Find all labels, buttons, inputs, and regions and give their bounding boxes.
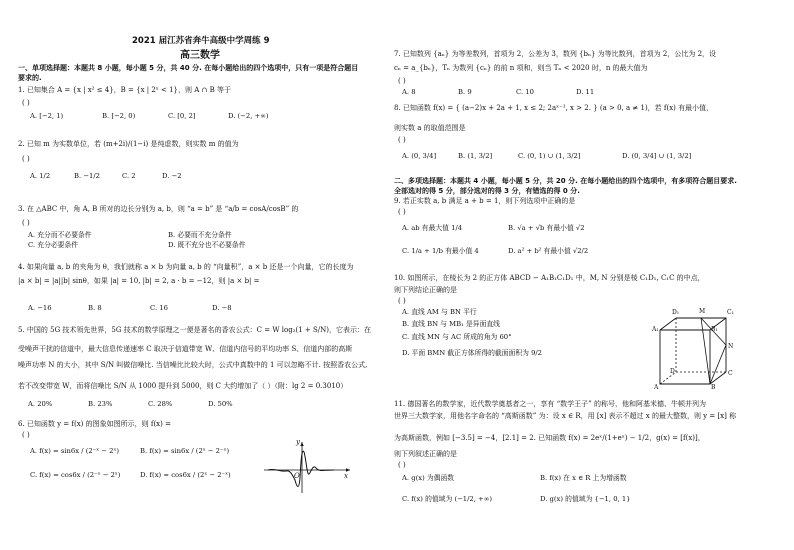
- q7-option-d: D. 11: [576, 88, 595, 96]
- exam-subtitle: 高三数学: [180, 50, 220, 61]
- cube-edge-a1d1: [660, 318, 676, 330]
- q6-blank: ( ): [22, 431, 30, 439]
- q11-stem-3: 为高斯函数，例如 [−3.5] = −4，[2.1] = 2. 已知函数 f(x) = 2eˣ/(1+eˣ) − 1/2，g(x) = [f(x)]，: [394, 434, 705, 442]
- q7-option-a: A. 8: [402, 88, 416, 96]
- q9-option-b: B. √a + √b 有最小值 √2: [508, 224, 585, 232]
- q6-curve: [268, 451, 334, 486]
- q10-option-b: B. 直线 BN 与 MB₁ 是异面直线: [402, 320, 500, 328]
- q5-stem-2: 受噪声干扰的信道中，最大信息传递速率 C 取决于信道带宽 W、信道内信号的平均功率 S、信道内部的高斯: [18, 345, 353, 353]
- q7-option-b: B. 9: [458, 88, 472, 96]
- q9-blank: ( ): [398, 208, 406, 216]
- q1-option-b: B. [−2, 0): [102, 112, 136, 120]
- q7-stem: 7. 已知数列 {aₙ} 为等差数列，首项为 2，公差为 3，数列 {bₙ} 为等比数列，首项为 2，公比为 2，设: [394, 50, 717, 58]
- q10-cube-figure: [652, 312, 732, 392]
- section2-heading-cont: 全部选对的得 5 分，部分选对的得 3 分，有错选的得 0 分.: [394, 187, 580, 195]
- q3-stem: 3. 在 △ABC 中，角 A, B 所对的边长分别为 a, b，则 “a = b” 是 “a/b = cosA/cosB” 的: [18, 205, 299, 213]
- q1-option-c: C. [0, 2]: [168, 112, 196, 120]
- q4-option-d: D. −8: [212, 304, 232, 312]
- q3-option-d: D. 既不充分也不必要条件: [168, 241, 246, 249]
- q9-option-d: D. a² + b² 有最小值 √2/2: [508, 247, 589, 255]
- q6-origin-label: O: [294, 472, 300, 480]
- cube-label-a1: A₁: [652, 326, 659, 333]
- q1-option-a: A. [−2, 1): [30, 112, 64, 120]
- q8-stem: 8. 已知函数 f(x) = { (a−2)x + 2a + 1, x ≤ 2; 2aˣ⁻¹, x > 2. } (a > 0, a ≠ 1)，若 f(x) 有最小值，: [394, 104, 714, 112]
- q11-stem-2: 世界三大数学家，用他名字命名的 “高斯函数” 为：设 x ∈ R，用 [x] 表示不超过 x 的最大整数，则 y = [x] 称: [394, 412, 737, 420]
- q4-stem-cont: |a × b| = |a||b| sinθ，如果 |a| = 10, |b| = 2, a · b = −12，则 |a × b| =: [18, 277, 260, 285]
- q11-stem-4: 则下列叙述正确的是: [394, 450, 457, 458]
- cube-label-b: B: [711, 384, 716, 391]
- q6-x-label: x: [344, 472, 348, 480]
- q3-option-c: C. 充分必要条件: [28, 241, 79, 249]
- cube-label-c1: C₁: [727, 309, 734, 316]
- q11-blank: ( ): [398, 461, 406, 469]
- exam-title: 2021 届江苏省奔牛高级中学周练 9: [132, 36, 270, 46]
- q5-option-c: C. 28%: [148, 400, 173, 408]
- q2-option-c: C. 2: [122, 172, 136, 180]
- q10-stem: 10. 如图所示，在棱长为 2 的正方体 ABCD − A₁B₁C₁D₁ 中，M, N 分别是棱 C₁D₁, C₁C 的中点，: [394, 274, 705, 282]
- q6-option-d: D. f(x) = cos6x / (2ˣ − 2⁻ˣ): [140, 471, 231, 479]
- cube-label-b1: B₁: [711, 326, 718, 333]
- q11-option-c: C. f(x) 的值域为 (−1/2, +∞): [402, 495, 493, 503]
- q10-blank: ( ): [398, 297, 406, 305]
- cube-label-n: N: [728, 343, 734, 350]
- cube-label-d: D: [670, 368, 675, 375]
- q2-option-d: D. −2: [162, 172, 182, 180]
- q2-blank: ( ): [22, 155, 30, 163]
- cube-front-face: [660, 330, 710, 384]
- q6-stem: 6. 已知函数 y = f(x) 的图象如图所示，则 f(x) =: [18, 420, 171, 428]
- q6-y-label: y: [296, 438, 300, 446]
- cube-label-a: A: [654, 384, 659, 391]
- q5-stem-4: 若不改变带宽 W，而将信噪比 S/N 从 1000 提升到 5000，则 C 大约增加了（ ）（附：lg 2 = 0.3010）: [18, 382, 348, 390]
- q11-stem: 11. 德国著名的数学家，近代数学奠基者之一，享有 “数学王子” 的称号，他和阿基米德、牛顿并列为: [394, 400, 706, 408]
- q2-option-b: B. −1/2: [74, 172, 100, 180]
- q10-option-d: D. 平面 BMN 截正方体所得的截面面积为 9/2: [402, 349, 543, 357]
- q8-option-c: C. (0, 1) ∪ (1, 3/2]: [518, 152, 581, 160]
- cube-label-m: M: [699, 308, 706, 315]
- q8-option-a: A. (0, 3/4]: [402, 152, 437, 160]
- q5-option-a: A. 20%: [28, 400, 53, 408]
- q11-option-a: A. g(x) 为偶函数: [402, 474, 455, 482]
- q8-stem-cont: 则实数 a 的取值范围是: [394, 124, 466, 132]
- q6-y-arrow: [300, 442, 303, 446]
- q10-stem-cont: 则下列结论正确的是: [394, 286, 457, 294]
- q2-stem: 2. 已知 m 为实数单位，若 (m+2i)/(1−i) 是纯虚数，则实数 m 的值为: [18, 140, 239, 148]
- q10-option-a: A. 直线 AM 与 BN 平行: [402, 308, 477, 316]
- q1-option-d: D. (−2, +∞): [228, 112, 269, 120]
- section1-heading-cont: 要求的.: [18, 74, 42, 82]
- section1-heading: 一、单项选择题：本题共 8 小题，每小题 5 分，共 40 分. 在每小题给出的四个选项中，只有一项是符合题目: [18, 64, 359, 72]
- q1-blank: ( ): [22, 99, 30, 107]
- q4-option-b: B. 8: [88, 304, 102, 312]
- q5-stem-3: 噪声功率 N 的大小，其中 S/N 叫做信噪比. 当信噪比比较大时，公式中真数中的 1 可以忽略不计. 按照香农公式,: [18, 361, 368, 369]
- q5-stem: 5. 中国的 5G 技术领先世界，5G 技术的数学原理之一便是著名的香农公式：C = W log₂(1 + S/N)，它表示：在: [18, 326, 372, 334]
- q5-option-b: B. 23%: [88, 400, 113, 408]
- q4-stem: 4. 如果向量 a, b 的夹角为 θ，我们就称 a × b 为向量 a, b 的 “向量积”，a × b 还是一个向量，它的长度为: [18, 263, 354, 271]
- q9-option-c: C. 1/a + 1/b 有最小值 4: [402, 247, 479, 255]
- q6-option-a: A. f(x) = sin6x / (2⁻ˣ − 2ˣ): [30, 447, 120, 455]
- q6-graph: [262, 438, 352, 494]
- q2-option-a: A. 1/2: [30, 172, 51, 180]
- cube-segment-mb: [701, 318, 710, 384]
- cube-label-c: C: [728, 370, 733, 377]
- cube-label-d1: D₁: [672, 309, 680, 316]
- q3-blank: ( ): [22, 219, 30, 227]
- q3-option-b: B. 必要而不充分条件: [168, 231, 232, 239]
- q6-option-b: B. f(x) = sin6x / (2ˣ − 2⁻ˣ): [140, 447, 230, 455]
- q11-option-d: D. g(x) 的值域为 {−1, 0, 1}: [540, 495, 631, 503]
- q1-stem: 1. 已知集合 A = {x | x² ≤ 4}，B = {x | 2ˣ < 1}，则 A ∩ B 等于: [18, 86, 231, 94]
- section2-heading: 二、多项选择题：本题共 4 小题，每小题 5 分，共 20 分. 在每小题给出的四个选项中，有多项符合题目要求.: [394, 177, 737, 185]
- q7-stem-cont: cₙ = a_{bₙ}，Tₙ 为数列 {cₙ} 的前 n 项和，则当 Tₙ < 2020 时，n 的最大值为: [394, 64, 648, 72]
- q8-option-b: B. (1, 3/2]: [458, 152, 493, 160]
- q8-blank: ( ): [398, 136, 406, 144]
- q11-option-b: B. f(x) 在 x ∈ R 上为增函数: [540, 474, 627, 482]
- q4-option-c: C. 16: [150, 304, 168, 312]
- q10-option-c: C. 直线 MN 与 AC 所成的角为 60°: [402, 333, 512, 341]
- q4-option-a: A. −16: [28, 304, 52, 312]
- q9-stem: 9. 若正实数 a, b 满足 a + b = 1，则下列选项中正确的是: [394, 197, 576, 205]
- q8-option-d: D. (0, 3/4] ∪ (1, 3/2]: [622, 152, 692, 160]
- q9-option-a: A. ab 有最大值 1/4: [402, 224, 463, 232]
- q7-option-c: C. 10: [516, 88, 534, 96]
- q6-option-c: C. f(x) = cos6x / (2⁻ˣ − 2ˣ): [30, 471, 121, 479]
- q3-option-a: A. 充分而不必要条件: [28, 231, 92, 239]
- q5-option-d: D. 50%: [208, 400, 233, 408]
- q7-blank: ( ): [398, 77, 406, 85]
